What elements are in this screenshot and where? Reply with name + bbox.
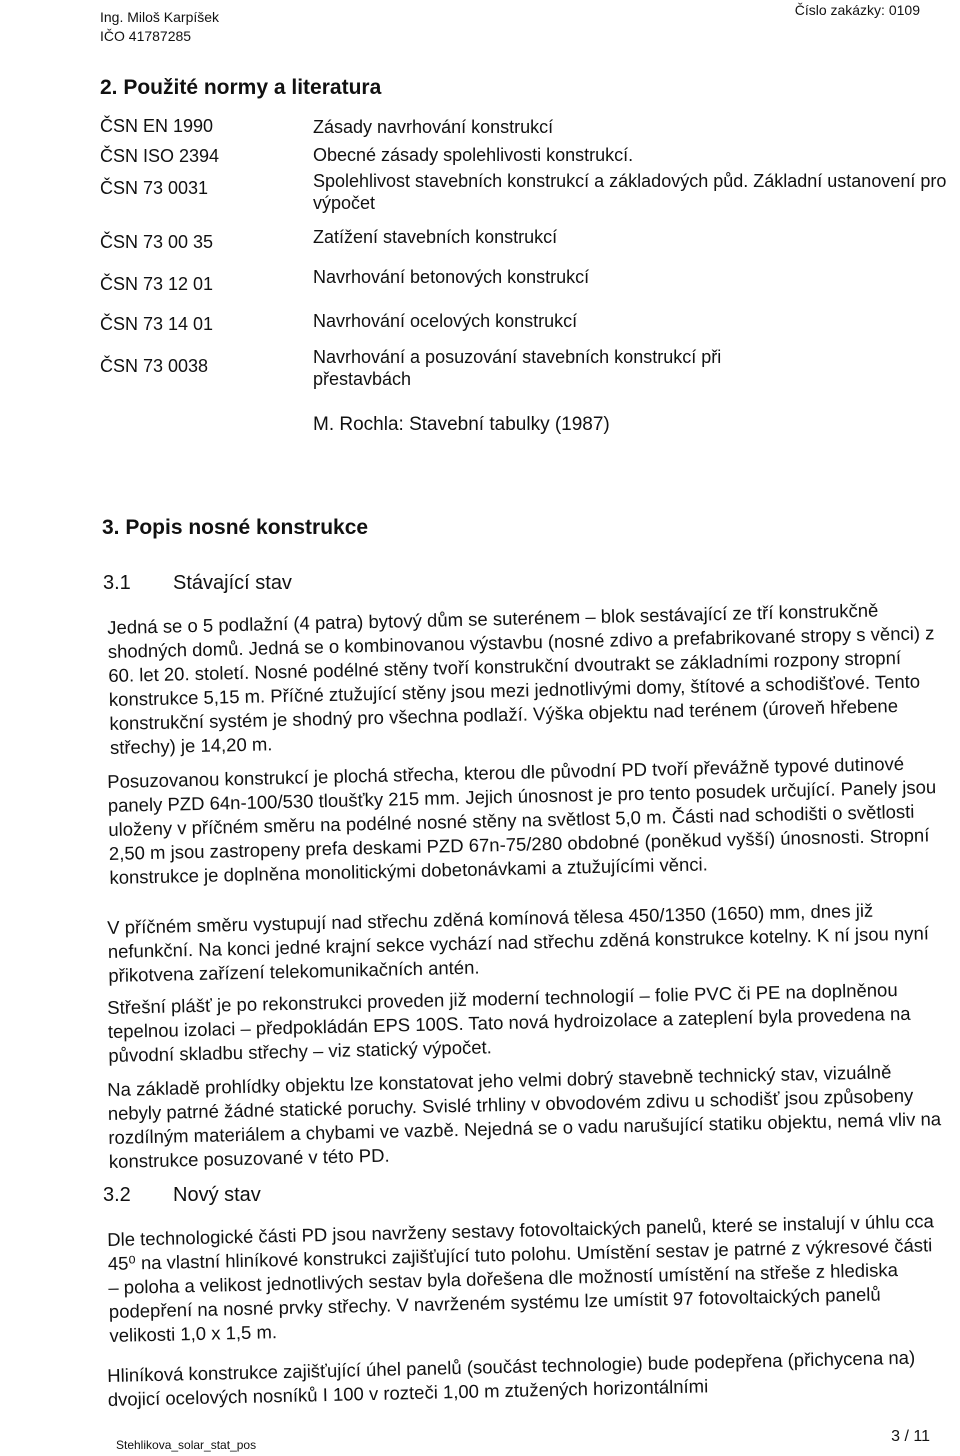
footer-filename: Stehlikova_solar_stat_pos	[116, 1438, 257, 1452]
paragraph-pv-panels: Dle technologické části PD jsou navrženy sestavy fotovoltaických panelů, které se instalují v úhlu cca 45⁰ na vlastní hliníkové konstrukci zajišťující tuto polohu. Umístění sestav je patrné z výkresové části – poloha a velikost jednotlivých sestav byla dořešena dle možností umístění na střeše z hlediska podepření na nosné prvky střechy. V navrženém systému lze umístit 97 fotovoltaických panelů velikosti 1,0 x 1,5 m.	[107, 1210, 935, 1346]
subsection-title: Stávající stav	[173, 572, 292, 594]
paragraph-roof-cladding: Střešní plášť je po rekonstrukci proveden již moderní technologií – folie PVC či PE na doplněnou tepelnou izolaci – předpokládán EPS 100S. Tato nová hydroizolace a zateplení byla provedena na původní skladbu střechy – viz statický výpočet.	[107, 979, 911, 1066]
literature-reference: M. Rochla: Stavební tabulky (1987)	[313, 414, 610, 435]
norm-code: ČSN 73 14 01	[100, 314, 214, 334]
company-id: IČO 41787285	[100, 28, 192, 44]
norm-code: ČSN 73 0031	[100, 178, 209, 198]
norm-description: Zatížení stavebních konstrukcí	[313, 227, 558, 247]
header-left	[100, 8, 219, 46]
norm-code: ČSN ISO 2394	[100, 146, 220, 166]
subsection-number: 3.2	[103, 1184, 131, 1206]
section-2-title: 2. Použité normy a literatura	[100, 76, 382, 99]
norm-description: Navrhování a posuzování stavebních konstrukcí při přestavbách	[313, 347, 722, 389]
norm-code: ČSN 73 0038	[100, 356, 209, 376]
paragraph-aluminium-structure: Hliníková konstrukce zajišťující úhel panelů (součást technologie) bude podepřena (přichycena na) dvojicí ocelových nosníků I 100 v rozteči 1,00 m ztužených horizontálními	[107, 1346, 916, 1410]
norm-code: ČSN EN 1990	[100, 116, 214, 136]
norm-code: ČSN 73 00 35	[100, 232, 214, 252]
paragraph-existing-building: Jedná se o 5 podlažní (4 patra) bytový dům se suterénem – blok sestávající ze tří konstrukčně shodných domů. Jedná se o kombinovanou výstavbu (nosné zdivo a prefabrikované stropy s věnci) z 60. let 20. století. Nosné podélné stěny tvoří konstrukční dvoutrakt se základními rozpony stropní konstrukce 5,15 m. Příčné ztužující stěny jsou mezi jednotlivými domy, štítové a schodišťové. Tento konstrukční systém je shodný pro všechna podlaží. Výška objektu nad terénem (úroveň hřebene střechy) je 14,20 m.	[107, 599, 935, 758]
subsection-number: 3.1	[103, 572, 131, 594]
section-3-title: 3. Popis nosné konstrukce	[102, 516, 369, 539]
norm-description: Zásady navrhování konstrukcí	[313, 117, 554, 137]
subsection-3-1-heading	[103, 572, 292, 595]
norm-description: Navrhování ocelových konstrukcí	[313, 311, 578, 331]
author-name: Ing. Miloš Karpíšek	[100, 9, 220, 25]
paragraph-technical-condition: Na základě prohlídky objektu lze konstatovat jeho velmi dobrý stavebně technický stav, vizuálně nebyly patrné žádné statické poruchy. Svislé trhliny v obvodovém zdivu u schodišť jsou způsobeny rozdílným materiálem a chybami ve vazbě. Nejedná se o vadu narušující statiku objektu, nemá vliv na konstrukce posuzované v této PD.	[107, 1061, 942, 1172]
subsection-title: Nový stav	[173, 1184, 261, 1206]
paragraph-chimneys: V příčném směru vystupují nad střechu zděná komínová tělesa 450/1350 (1650) mm, dnes již nefunkční. Na konci jedné krajní sekce vychází nad střechu zděná konstrukce kotelny. K ní jsou nyní přikotvena zařízení telekomunikačních antén.	[107, 899, 930, 986]
paragraph-roof-structure: Posuzovanou konstrukcí je plochá střecha, kterou dle původní PD tvoří převážně typové dutinové panely PZD 64n-100/530 tloušťky 215 mm. Jejich únosnost je pro tento posudek určující. Panely jsou uloženy v příčném směru na podélné nosné stěny na světlost 5,0 m. Části nad schodišti o světlosti 2,50 m jsou zastropeny prefa deskami PZD 67n-75/280 obdobné (poněkud vyšší) únosnosti. Stropní konstrukce je doplněna monolitickými dobetonávkami a ztužujícími věnci.	[107, 752, 937, 888]
order-number: Číslo zakázky: 0109	[794, 2, 920, 18]
norm-code: ČSN 73 12 01	[100, 274, 214, 294]
subsection-3-2-heading	[103, 1184, 261, 1207]
norm-description: Spolehlivost stavebních konstrukcí a základových půd. Základní ustanovení pro výpočet	[313, 171, 947, 213]
norm-description: Obecné zásady spolehlivosti konstrukcí.	[313, 145, 634, 165]
page-number: 3 / 11	[891, 1428, 930, 1445]
norm-description: Navrhování betonových konstrukcí	[313, 267, 590, 287]
